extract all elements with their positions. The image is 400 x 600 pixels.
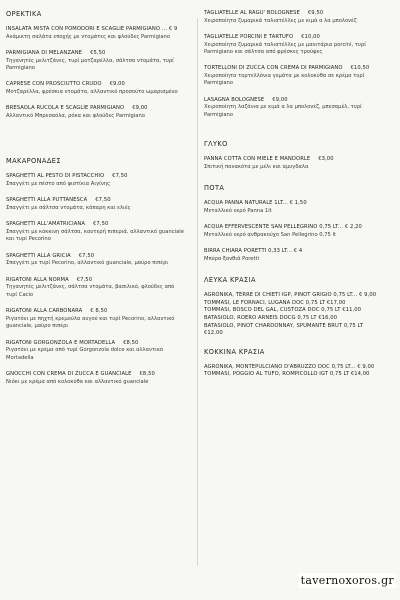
menu-item: [204, 300, 382, 308]
menu-item-name: [6, 173, 184, 181]
menu-item-name: [6, 50, 184, 58]
menu-item-name: [6, 26, 184, 34]
menu-item-price: €7,50: [76, 276, 93, 283]
menu-item-price: €7,50: [112, 173, 128, 180]
menu-item: [204, 200, 382, 215]
menu-item-name: [6, 81, 184, 89]
section-title: ΠΟΤΑ: [204, 184, 225, 193]
menu-item-description: Σπαγγέτι με κόκκινη σάλτσα, καυτερή πιπεριά, αλλαντικό guanciale και τυρί Pecorino: [6, 229, 184, 243]
menu-item-name: [204, 371, 382, 379]
menu-item-description: Νιόκι με κρέμα από κολοκύθα και αλλαντικό guanciale: [6, 378, 149, 385]
menu-item-title: GNOCCHI CON CREMA DI ZUCCA E GUANCIALE: [6, 371, 132, 378]
menu-item-title: CAPRESE CON PROSCIUTTO CRUDO: [6, 81, 102, 88]
menu-item: [204, 315, 382, 323]
menu-item: [6, 340, 184, 362]
menu-item: [6, 81, 184, 96]
menu-item-description: Μεταλλικό νερό ανθρακούχο San Pellegrino 0,75 lt: [204, 231, 336, 238]
menu-item-name: [204, 34, 382, 42]
menu-item-price: €9,00: [272, 96, 288, 103]
column-divider: [197, 18, 198, 566]
menu-item: [204, 156, 382, 171]
menu-item-description: Χειροποίητα τορτελλόνια γεμάτα με κολοκύθα σε κρέμα τυρί Parmigiano: [204, 73, 365, 87]
menu-item-description: Μπύρα ξανθιά Poretti: [204, 255, 260, 262]
menu-item: [6, 253, 184, 268]
menu-item-price: €10,50: [350, 65, 370, 72]
menu-item-name: [204, 248, 382, 256]
menu-item-name: [6, 371, 184, 379]
menu-item: [204, 248, 382, 263]
menu-item-price: € 8,50: [90, 308, 108, 315]
section-title: ΛΕΥΚΑ ΚΡΑΣΙΑ: [204, 276, 256, 285]
menu-item-description: Μοτζαρέλλα, φρέσκια ντομάτα, αλλαντικό προσούτο ωμαρισμένο: [6, 89, 178, 95]
menu-item-name: [204, 364, 382, 372]
menu-item-title: BATASIOLO, PINOT CHARDONNAY, SPUMANTE BRUT 0,75 LT €12,00: [204, 322, 364, 337]
menu-item: [204, 224, 382, 239]
menu-item: [6, 277, 184, 299]
menu-item-name: [204, 156, 382, 164]
menu-item-title: TAGLIATELLE PORCINI E TARTUFO: [204, 34, 294, 40]
menu-item-price: €9,00: [109, 81, 125, 88]
menu-item-name: [204, 200, 382, 208]
menu-item-title: AGRONIKA, MONTEPULCIANO D'ABRUZZO DOC 0,75 LT... € 9,00: [204, 363, 375, 370]
menu-item-title: INSALATA MISTA CON POMODORI E SCAGLIE PARMIGIANO ... € 9: [6, 26, 178, 32]
menu-item-description: Σπαγγέτι με τυρί Pecorino, αλλαντικό guanciale, μαύρο πιπέρι: [6, 260, 169, 267]
menu-item-name: [204, 307, 382, 315]
menu-item-title: SPAGHETTI ALL'AMATRICIANA: [6, 221, 86, 228]
menu-item: [204, 307, 382, 315]
menu-item: [6, 105, 184, 120]
left-column: [6, 10, 184, 395]
section-gap: [204, 128, 382, 140]
section-gap: [6, 129, 184, 157]
menu-item-description: Σπιτική πανακότα με μέλι και αμυγδαλα: [204, 163, 309, 170]
menu-item-title: TOMMASI, BOSCO DEL GAL, CUSTOZA DOC 0,75 LT €11,00: [204, 307, 362, 314]
menu-item-title: SPAGHETTI AL PESTO DI PISTACCHIO: [6, 173, 105, 180]
section-title: ΟΡΕΚΤΙΚΑ: [6, 10, 42, 18]
menu-item-name: [6, 221, 184, 229]
menu-item-description: Σπαγγέτι με σάλτσα ντομάτα, κάπαρη και ελιές: [6, 205, 131, 211]
menu-item-name: [204, 292, 382, 300]
menu-item-title: SPAGHETTI ALLA PUTTANESCA: [6, 197, 88, 204]
menu-item-name: [204, 300, 382, 308]
menu-item-description: Τηγανητές μελιτζάνες, σάλτσα ντομάτα, βασιλικό, φλούδες από τυρί Cacio: [6, 284, 175, 298]
menu-item: [6, 371, 184, 386]
menu-item-price: €9,50: [307, 10, 324, 16]
menu-item: [6, 308, 184, 330]
menu-item-title: BATASIOLO, ROERO ARNEIS DOCG 0,75 LT €16,00: [204, 315, 338, 321]
menu-item-description: Χειροποίητα ζυμαρικά ταλιατέλλες με κιμά α λα μπολονέζ: [204, 17, 357, 24]
menu-item-description: Ριγατόνι με πηχτή κρεμούλα αυγού και τυρί Pecorino, αλλαντικό guanciale, μαύρο πιπέρι: [6, 315, 175, 330]
menu-item-price: €7,50: [78, 252, 95, 259]
menu-item: [204, 323, 382, 338]
menu-item-title: BIRRA CHIARA PORETTI 0,33 LT... € 4: [204, 248, 303, 255]
menu-item-title: TAGLIATELLE AL RAGU' BOLOGNESE: [204, 10, 300, 16]
menu-item-price: €10,00: [301, 34, 320, 40]
menu-item-name: [204, 10, 382, 18]
section-gap: [204, 338, 382, 348]
menu-item-description: Χειροποίητη λαζάνια με κιμά α λα μπολονέζ, μπεσαμέλ, τυρί Parmigiano: [204, 104, 362, 118]
menu-item: [6, 26, 184, 41]
menu-item-name: [6, 105, 184, 113]
menu-item-price: €5,50: [90, 50, 106, 56]
menu-item: [204, 371, 382, 379]
menu-item-description: Σπαγγέτι με πέστο από φιστίκια Αιγίνης: [6, 181, 111, 187]
menu-item: [6, 221, 184, 243]
menu-item-title: PANNA COTTA CON MIELE E MANDORLE: [204, 156, 311, 163]
menu-item: [6, 197, 184, 212]
menu-item-description: Τηγανητές μελιτζάνες, τυρί μοτζαρέλλα, σάλτσα ντομάτα, τυρί Parmigiano: [6, 57, 174, 71]
section-title: ΚΟΚΚΙΝΑ ΚΡΑΣΙΑ: [204, 347, 265, 356]
menu-item-price: €7,50: [95, 197, 111, 204]
menu-item: [204, 10, 382, 25]
menu-item-name: [6, 308, 184, 316]
menu-item-name: [204, 315, 382, 323]
menu-item-price: €9,00: [132, 105, 148, 112]
section-title: ΓΛΥΚΟ: [204, 140, 228, 149]
right-column: [204, 10, 382, 379]
menu-item: [204, 292, 382, 300]
menu-item-description: Ανάμικτη σαλάτα εποχής με ντομάτες και φλούδες Parmigiano: [6, 33, 170, 40]
menu-item: [6, 50, 184, 72]
menu-item: [204, 65, 382, 87]
menu-item-title: ACQUA PANNA NATURALE 1LT... € 1,50: [204, 200, 307, 207]
menu-item-title: TORTELLONI DI ZUCCA CON CREMA DI PARMIGIANO: [204, 65, 343, 72]
menu-item: [204, 364, 382, 372]
menu-item-name: [204, 65, 382, 73]
menu-item: [6, 173, 184, 188]
menu-item-title: RIGATONI ALLA NORMA: [6, 276, 69, 283]
menu-item-price: €8,50: [139, 371, 155, 378]
menu-item-title: AGRONIKA, TERRE DI CHIETI IGP, PINOT GRIGIO 0,75 LT... € 9,00: [204, 292, 377, 299]
menu-item-description: Μεταλλικό νερό Panna 1lt: [204, 207, 272, 214]
menu-item-price: €7,50: [93, 221, 109, 228]
menu-item-name: [204, 323, 382, 338]
menu-item: [204, 97, 382, 119]
menu-item-description: Ριγατόνι με κρέμα από τυρί Gorgonzola dolce και αλλαντικό Mortadella: [6, 347, 164, 361]
menu-item-description: Χειροποίητα ζυμαρικά ταλιατέλλες με μανιτάρια porcini, τυρί Parmigiano και σάλτσα από φρέσκες τρούφες: [204, 41, 366, 55]
menu-item-title: LASAGNA BOLOGNESE: [204, 96, 265, 103]
menu-item-description: Αλλαντικό Μπρεσαόλα, ρόκα και φλούδες Parmigiano: [6, 113, 145, 119]
site-watermark: tavernoxoros.gr: [300, 574, 394, 587]
menu-item-title: SPAGHETTI ALLA GRICIA: [6, 252, 71, 259]
menu-item-title: TOMMASI, LE FORNACI, LUGANA DOC 0,75 LT €17,00: [204, 299, 346, 306]
menu-item-title: BRESAOLA RUCOLA E SCAGLIE PARMIGIANO: [6, 105, 125, 112]
menu-item-price: €8,50: [123, 339, 139, 346]
menu-item-name: [204, 224, 382, 232]
section-title: ΜΑΚΑΡΟΝΑΔΕΣ: [6, 157, 61, 166]
menu-item-title: RIGATONI GORGONZOLA E MORTADELLA: [6, 339, 116, 346]
menu-item-price: €3,00: [318, 156, 334, 163]
menu-item-title: TOMMASI, POGGIO AL TUFO, ROMPICOLLO IGT 0,75 LT €14,00: [204, 371, 370, 378]
menu-item-title: ACQUA EFFERVESCENTE SAN PELLEGRINO 0,75 LT... € 2,20: [204, 224, 362, 231]
menu-item-title: PARMIGIANA DI MELANZANE: [6, 50, 83, 56]
menu-item: [204, 34, 382, 56]
menu-item-title: RIGATONI ALLA CARBONARA: [6, 308, 83, 315]
menu-item-name: [6, 197, 184, 205]
